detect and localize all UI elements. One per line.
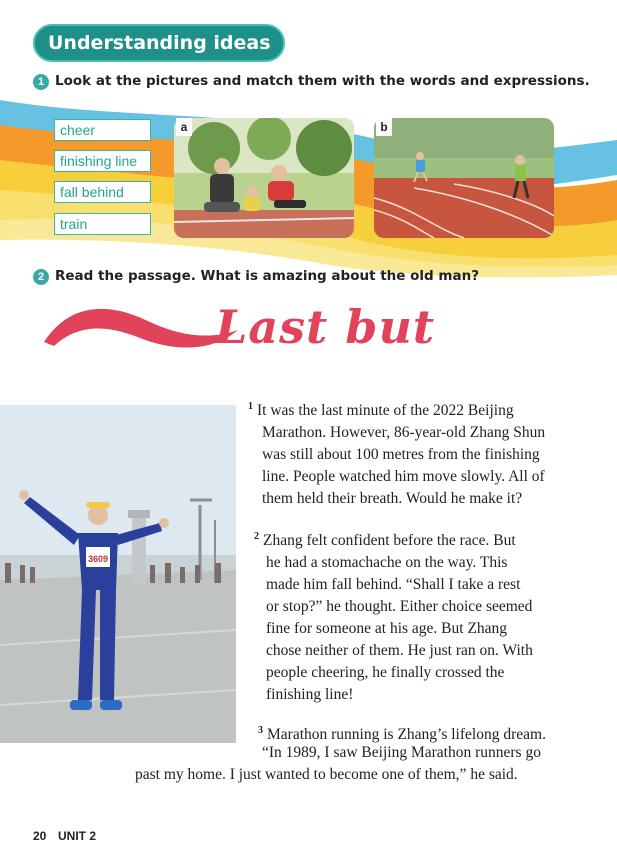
paragraph-2-line-8: finishing line! — [266, 686, 354, 704]
paragraph-2-line-2: he had a stomachache on the way. This — [266, 554, 508, 572]
picture-b — [374, 118, 554, 238]
page-number: 20 — [33, 829, 47, 843]
bib-number: 3609 — [88, 554, 109, 564]
activity-1-number: 1 — [33, 74, 49, 90]
picture-a-label: a — [176, 118, 192, 136]
word-finishing-line: finishing line — [54, 150, 151, 172]
picture-a — [174, 118, 354, 238]
activity-1-instruction: Look at the pictures and match them with the words and expressions. — [55, 73, 590, 89]
section-title: Understanding ideas — [33, 24, 285, 62]
paragraph-1-line-3: was still about 100 metres from the finishing — [262, 446, 540, 464]
paragraph-1-number: 1 — [248, 401, 253, 412]
paragraph-3-number: 3 — [258, 725, 263, 736]
paragraph-1 — [248, 396, 545, 510]
title-swoosh-icon — [40, 300, 240, 356]
picture-b-label: b — [376, 118, 392, 136]
word-train: train — [54, 213, 151, 235]
paragraph-3-line-1: Marathon running is Zhang’s lifelong dream. — [267, 726, 546, 744]
paragraph-3-line-2: “In 1989, I saw Beijing Marathon runners go — [262, 744, 541, 761]
passage-title: Last but — [215, 300, 436, 354]
paragraph-1-line-4: line. People watched him move slowly. All of — [262, 468, 545, 486]
paragraph-2-line-4: or stop?” he thought. Either choice seemed — [266, 598, 533, 616]
paragraph-2-line-6: chose neither of them. He just ran on. With — [266, 642, 533, 660]
word-fall-behind: fall behind — [54, 181, 151, 203]
paragraph-1-line-2: Marathon. However, 86-year-old Zhang Shun — [262, 424, 546, 442]
activity-2-instruction: Read the passage. What is amazing about the old man? — [55, 268, 480, 284]
paragraph-2-number: 2 — [254, 531, 259, 542]
word-cheer: cheer — [54, 119, 151, 141]
paragraph-2 — [254, 526, 533, 706]
unit-label: UNIT 2 — [58, 829, 97, 843]
paragraph-3-line-3: past my home. I just wanted to become one of them,” he said. — [135, 766, 518, 783]
paragraph-1-line-1: It was the last minute of the 2022 Beijing — [257, 402, 514, 420]
paragraph-2-line-3: made him fall behind. “Shall I take a rest — [266, 576, 521, 594]
paragraph-2-line-5: fine for someone at his age. But Zhang — [266, 620, 508, 638]
paragraph-2-line-7: people cheering, he finally crossed the — [266, 664, 505, 682]
paragraph-1-line-5: them held their breath. Would he make it? — [262, 490, 523, 508]
marathon-photo — [0, 405, 236, 743]
activity-2-number: 2 — [33, 269, 49, 285]
paragraph-2-line-1: Zhang felt confident before the race. But — [263, 532, 516, 550]
